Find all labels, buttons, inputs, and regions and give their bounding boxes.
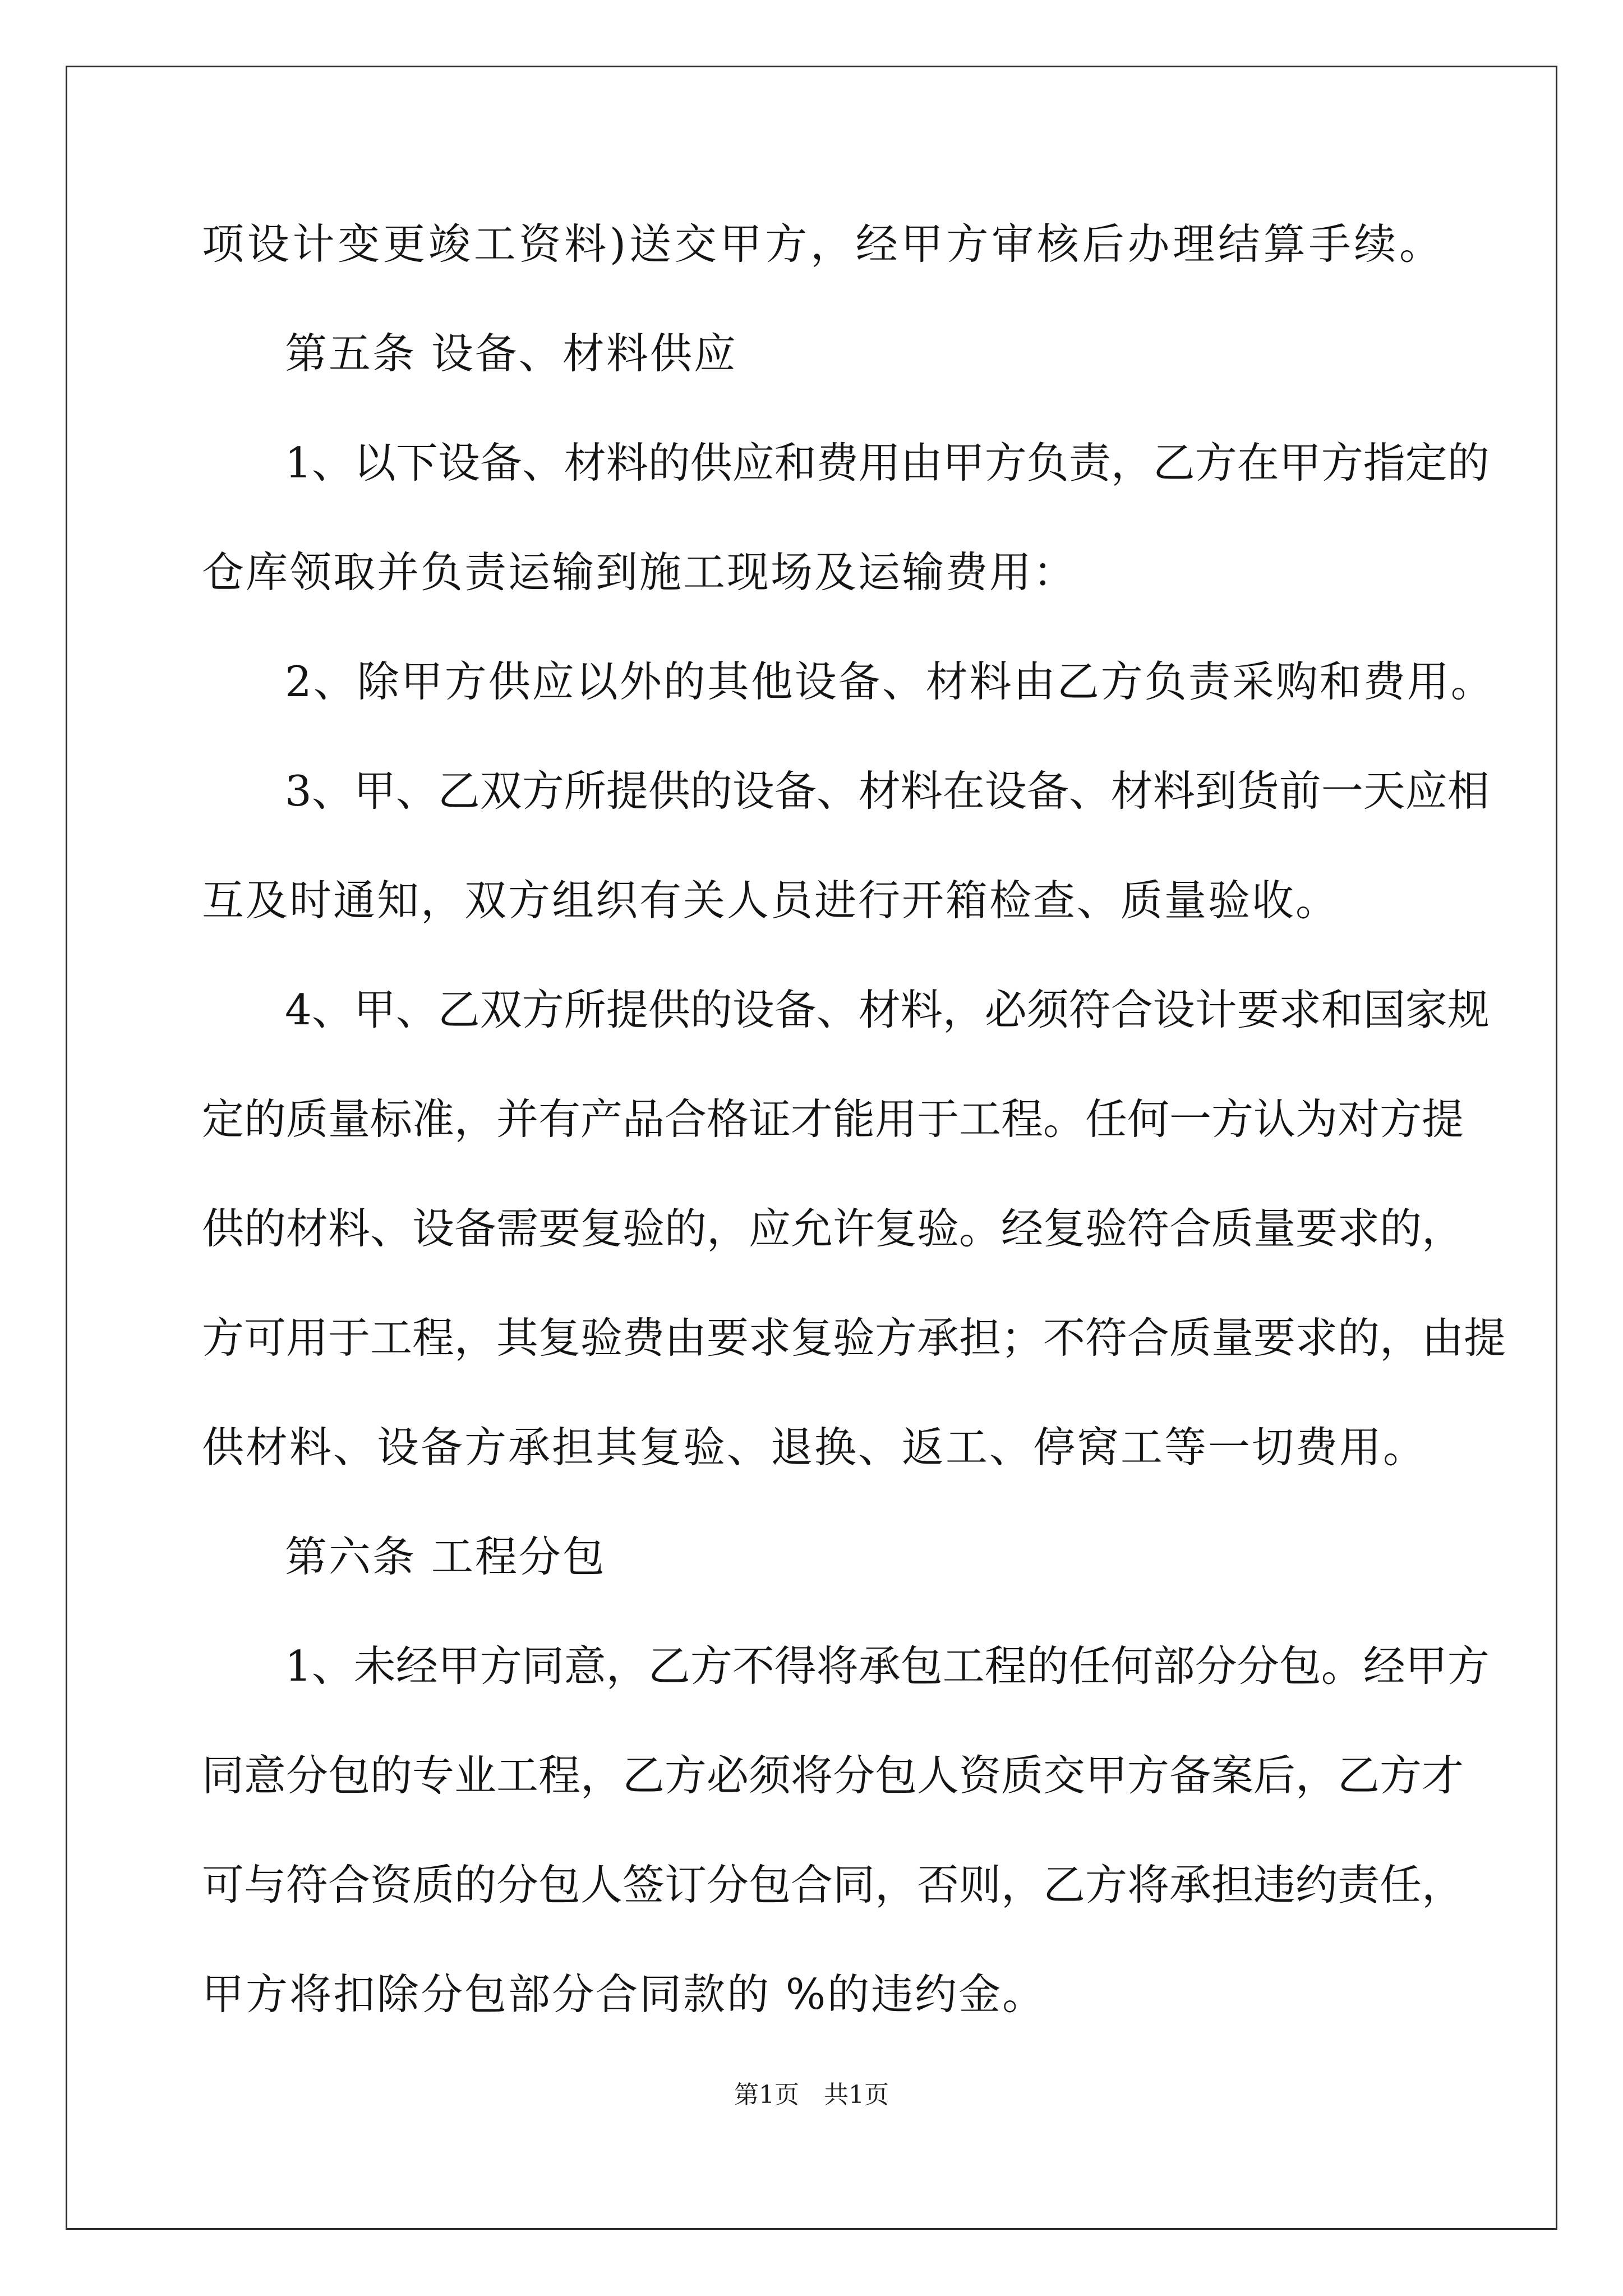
paragraph-line: 方可用于工程，其复验费由要求复验方承担；不符合质量要求的，由提 bbox=[202, 1313, 1506, 1363]
paragraph-line: 可与符合资质的分包人签订分包合同，否则，乙方将承担违约责任， bbox=[202, 1860, 1464, 1910]
paragraph-line: 供的材料、设备需要复验的，应允许复验。经复验符合质量要求的， bbox=[202, 1204, 1464, 1253]
paragraph-line: 定的质量标准，并有产品合格证才能用于工程。任何一方认为对方提 bbox=[202, 1094, 1464, 1144]
paragraph-line: 项设计变更竣工资料)送交甲方，经甲方审核后办理结算手续。 bbox=[202, 219, 1441, 269]
paragraph-line: 4、甲、乙双方所提供的设备、材料，必须符合设计要求和国家规 bbox=[285, 985, 1490, 1034]
paragraph-line: 同意分包的专业工程，乙方必须将分包人资质交甲方备案后，乙方才 bbox=[202, 1751, 1464, 1800]
paragraph-line: 甲方将扣除分包部分合同款的 %的违约金。 bbox=[202, 1970, 1046, 2019]
section-heading: 第六条 工程分包 bbox=[285, 1532, 606, 1581]
paragraph-line: 互及时通知，双方组织有关人员进行开箱检查、质量验收。 bbox=[202, 876, 1340, 925]
section-heading: 第五条 设备、材料供应 bbox=[285, 329, 737, 378]
page-number-footer: 第1页 共1页 bbox=[734, 2081, 889, 2109]
paragraph-line: 仓库领取并负责运输到施工现场及运输费用： bbox=[202, 547, 1077, 597]
paragraph-line: 1、以下设备、材料的供应和费用由甲方负责，乙方在甲方指定的 bbox=[285, 438, 1490, 487]
paragraph-line: 2、除甲方供应以外的其他设备、材料由乙方负责采购和费用。 bbox=[285, 657, 1495, 706]
paragraph-line: 供材料、设备方承担其复验、退换、返工、停窝工等一切费用。 bbox=[202, 1423, 1427, 1472]
paragraph-line: 3、甲、乙双方所提供的设备、材料在设备、材料到货前一天应相 bbox=[285, 766, 1490, 816]
paragraph-line: 1、未经甲方同意，乙方不得将承包工程的任何部分分包。经甲方 bbox=[285, 1641, 1490, 1691]
